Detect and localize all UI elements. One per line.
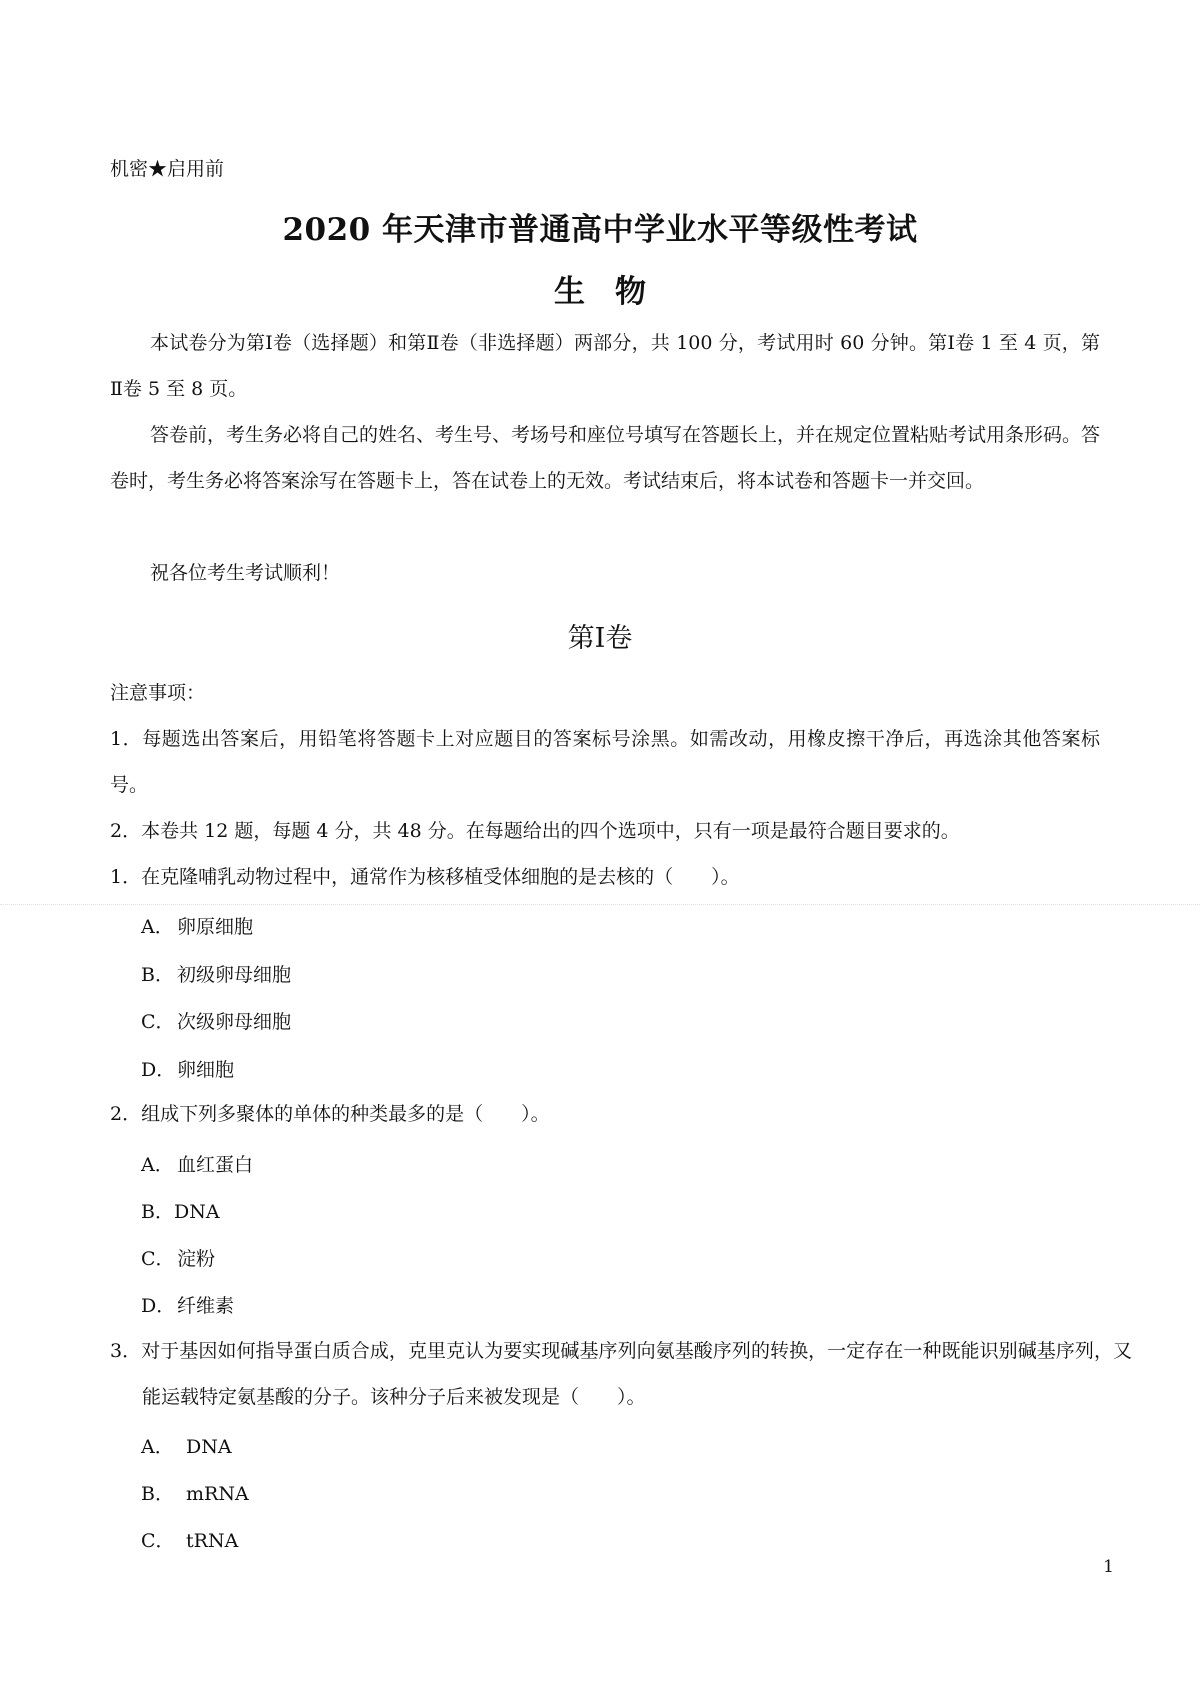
question-1-option-a bbox=[141, 912, 253, 939]
fold-divider bbox=[0, 904, 1200, 905]
page-number: 1 bbox=[1103, 1557, 1114, 1577]
notes-heading: 注意事项： bbox=[110, 682, 206, 704]
option-text: 初级卵母细胞 bbox=[177, 964, 292, 986]
section-title: 第Ⅰ卷 bbox=[567, 623, 633, 654]
exam-title: 2020 年天津市普通高中学业水平等级性考试 bbox=[282, 212, 918, 248]
note-2: 2．本卷共 12 题，每题 4 分，共 48 分。在每题给出的四个选项中，只有一项是最符合题目要求的。 bbox=[110, 820, 960, 842]
question-2-option-a bbox=[141, 1150, 253, 1177]
option-letter: B． bbox=[141, 1483, 174, 1505]
option-text: DNA bbox=[173, 1201, 220, 1223]
option-text: 卵原细胞 bbox=[177, 916, 254, 938]
option-letter: A． bbox=[141, 916, 174, 938]
option-text: tRNA bbox=[186, 1530, 239, 1552]
question-3-option-a bbox=[141, 1432, 232, 1459]
option-text: mRNA bbox=[186, 1483, 249, 1505]
option-text: DNA bbox=[186, 1436, 232, 1458]
option-letter: A． bbox=[141, 1436, 174, 1458]
question-2-stem: 2．组成下列多聚体的单体的种类最多的是（ ）。 bbox=[110, 1103, 550, 1125]
option-letter: B． bbox=[141, 964, 174, 986]
option-text: 次级卵母细胞 bbox=[177, 1011, 292, 1033]
question-1-stem: 1．在克隆哺乳动物过程中，通常作为核移植受体细胞的是去核的（ ）。 bbox=[110, 866, 740, 888]
question-3-option-c bbox=[141, 1526, 238, 1553]
intro-paragraph-2: 答卷前，考生务必将自己的姓名、考生号、考场号和座位号填写在答题长上，并在规定位置粘贴考试用条形码。答卷时，考生务必将答案涂写在答题卡上，答在试卷上的无效。考试结束后，将本试卷和答题卡一并交回。 bbox=[110, 424, 1101, 492]
option-letter: B． bbox=[141, 1201, 174, 1223]
option-text: 卵细胞 bbox=[177, 1059, 235, 1081]
question-2-option-c bbox=[141, 1244, 215, 1271]
question-3-option-b bbox=[141, 1479, 249, 1506]
option-text: 血红蛋白 bbox=[177, 1154, 254, 1176]
option-text: 淀粉 bbox=[177, 1248, 216, 1270]
question-2-option-d bbox=[141, 1291, 234, 1318]
intro-paragraph-3: 祝各位考生考试顺利！ bbox=[150, 562, 341, 584]
option-letter: A． bbox=[141, 1154, 174, 1176]
question-1-option-c bbox=[141, 1007, 291, 1034]
option-letter: C． bbox=[141, 1248, 175, 1270]
option-letter: C． bbox=[141, 1011, 175, 1033]
question-3-stem: 3．对于基因如何指导蛋白质合成，克里克认为要实现碱基序列向氨基酸序列的转换，一定存在一种既能识别碱基序列，又能运载特定氨基酸的分子。该种分子后来被发现是（ ）。 bbox=[110, 1340, 1132, 1408]
option-letter: D． bbox=[141, 1295, 176, 1317]
question-1-option-d bbox=[141, 1055, 234, 1082]
note-1: 1．每题选出答案后，用铅笔将答题卡上对应题目的答案标号涂黑。如需改动，用橡皮擦干净后，再选涂其他答案标号。 bbox=[110, 728, 1100, 796]
question-2-option-b bbox=[141, 1197, 220, 1224]
classified-label: 机密★启用前 bbox=[110, 158, 225, 180]
question-1-option-b bbox=[141, 960, 291, 987]
option-text: 纤维素 bbox=[177, 1295, 235, 1317]
subject-title: 生物 bbox=[554, 274, 676, 310]
intro-paragraph-1: 本试卷分为第Ⅰ卷（选择题）和第Ⅱ卷（非选择题）两部分，共 100 分，考试用时 60 分钟。第Ⅰ卷 1 至 4 页，第Ⅱ卷 5 至 8 页。 bbox=[110, 332, 1100, 400]
option-letter: D． bbox=[141, 1059, 176, 1081]
option-letter: C． bbox=[141, 1530, 175, 1552]
